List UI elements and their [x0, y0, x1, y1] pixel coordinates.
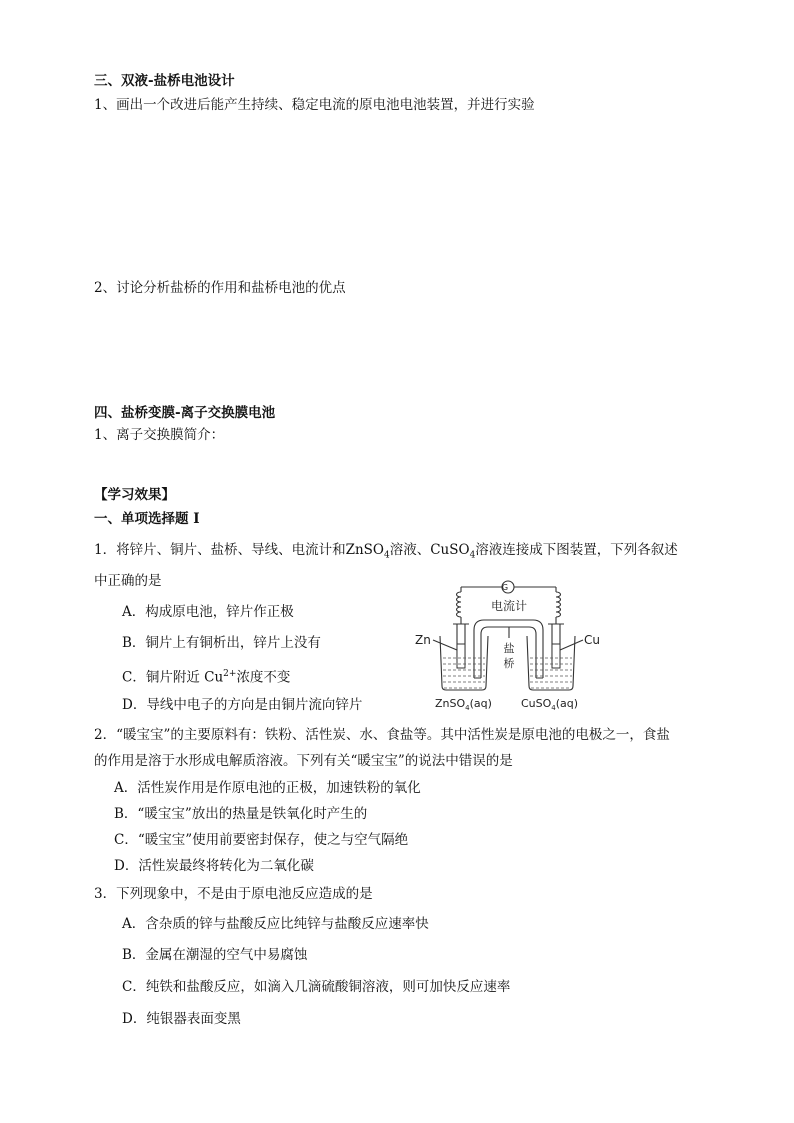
q3-option-d: D．纯银器表面变黑: [122, 1011, 241, 1027]
q3-option-b: B．金属在潮湿的空气中易腐蚀: [122, 947, 308, 963]
q1-option-c: C．铜片附近 $Cu^{2+}$浓度不变: [122, 669, 291, 686]
galvanic-cell-diagram: [413, 578, 603, 714]
galvanometer-label: 电流计: [490, 599, 528, 613]
salt-bridge-label-1: 盐: [503, 642, 515, 655]
zinc-electrode: [457, 644, 465, 668]
galvanometer-symbol: G: [501, 583, 509, 592]
learning-effect-heading: 【学习效果】: [94, 487, 175, 503]
section4-item1: 1、离子交换膜简介：: [94, 427, 225, 443]
section3-heading: 三、双液-盐桥电池设计: [94, 73, 235, 89]
q3-stem: 3．下列现象中，不是由于原电池反应造成的是: [94, 886, 373, 902]
q2-option-a: A．活性炭作用是作原电池的正极，加速铁粉的氧化: [114, 780, 421, 796]
q2-option-b: B．“暖宝宝”放出的热量是铁氧化时产生的: [114, 806, 368, 822]
salt-bridge-label-2: 桥: [503, 657, 515, 670]
q3-option-a: A．含杂质的锌与盐酸反应比纯锌与盐酸反应速率快: [122, 916, 429, 932]
q2-option-c: C．“暖宝宝”使用前要密封保存，使之与空气隔绝: [114, 832, 409, 848]
q2-stem-line1: 2．“暖宝宝”的主要原料有：铁粉、活性炭、水、食盐等。其中活性炭是原电池的电极之一，食盐: [94, 727, 670, 743]
cuso4-label: CuSO$_4$(aq): [521, 697, 579, 712]
q1-option-d: D．导线中电子的方向是由铜片流向锌片: [122, 697, 363, 713]
section3-item2: 2、讨论分析盐桥的作用和盐桥电池的优点: [94, 280, 346, 296]
zn-label: Zn: [415, 633, 431, 647]
q1-option-b: B．铜片上有铜析出，锌片上没有: [122, 635, 321, 651]
cu-label: Cu: [584, 633, 600, 647]
q2-stem-line2: 的作用是溶于水形成电解质溶液。下列有关“暖宝宝”的说法中错误的是: [94, 753, 513, 769]
single-choice-heading: 一、单项选择题 I: [94, 511, 200, 527]
q1-option-a: A．构成原电池，锌片作正极: [122, 604, 294, 620]
section3-item1: 1、画出一个改进后能产生持续、稳定电流的原电池电池装置，并进行实验: [94, 97, 535, 113]
q1-stem-line2: 中正确的是: [94, 573, 162, 589]
q3-option-c: C．纯铁和盐酸反应，如滴入几滴硫酸铜溶液，则可加快反应速率: [122, 979, 511, 995]
copper-electrode: [552, 644, 560, 668]
q1-stem: 1．将锌片、铜片、盐桥、导线、电流计和ZnSO$_4$溶液、CuSO$_4$溶液连接成下图装置，下列各叙述: [94, 542, 678, 561]
znso4-label: ZnSO$_4$(aq): [435, 697, 492, 712]
section4-heading: 四、盐桥变膜-离子交换膜电池: [94, 405, 276, 421]
q2-option-d: D．活性炭最终将转化为二氧化碳: [114, 858, 314, 874]
